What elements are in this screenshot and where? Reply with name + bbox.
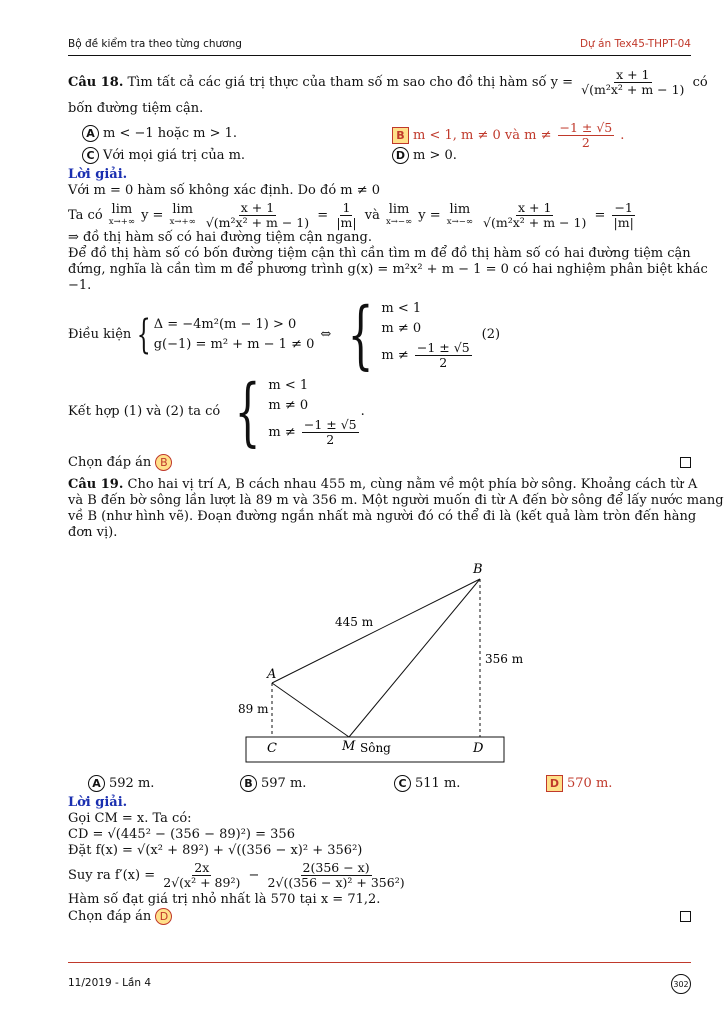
frac-num: x + 1 (240, 200, 275, 215)
sys-1: m < 1 (268, 377, 309, 393)
text: Ta có (68, 208, 103, 223)
q18-fraction (579, 68, 686, 97)
q18-frac-num: x + 1 (616, 67, 650, 82)
option-text: Với mọi giá trị của m. (103, 147, 246, 163)
option-letter-correct: D (546, 775, 563, 792)
label-b: B (473, 562, 483, 577)
river-diagram (68, 541, 691, 771)
header-left: Bộ đề kiểm tra theo từng chương (68, 38, 242, 50)
q19-options (68, 775, 691, 795)
qed-square (680, 911, 691, 922)
text: = (594, 208, 606, 223)
text: và (364, 208, 380, 223)
q18-option-d[interactable] (392, 147, 457, 164)
q19-option-c[interactable] (394, 775, 460, 792)
sys-2: m ≠ 0 (381, 320, 422, 336)
frac-den: 2√(x² + 89²) (163, 875, 241, 890)
q19-sol-1: Gọi CM = x. Ta có: (68, 811, 192, 826)
option-fraction (558, 121, 615, 150)
frac-num: −1 ± √5 (416, 339, 470, 355)
label-ab-length: 445 m (335, 615, 374, 629)
option-text: m < 1, m ≠ 0 và m ≠ (413, 127, 552, 143)
label-d: D (473, 741, 484, 756)
frac-den: 2 (326, 431, 335, 447)
page-header (68, 38, 691, 54)
lim-sub: x→+∞ (108, 216, 135, 227)
label-m: M (342, 739, 356, 754)
fraction (161, 861, 242, 890)
option-letter: D (392, 147, 409, 164)
option-text: m > 0. (413, 147, 457, 163)
q18-label: Câu 18. (68, 75, 124, 90)
limit (108, 201, 135, 228)
option-text: 511 m. (415, 775, 461, 791)
q18-option-b[interactable] (392, 121, 624, 150)
result-system (337, 292, 473, 378)
frac-num: 1 (342, 200, 351, 215)
iff: ⇔ (320, 327, 332, 342)
condition-label: Điều kiện (68, 327, 132, 342)
q18-sol-limits (68, 201, 691, 230)
q18-text-b: có (692, 75, 708, 90)
option-text: m < −1 hoặc m > 1. (103, 125, 238, 141)
q19-sol-4 (68, 861, 691, 890)
dot: . (360, 404, 365, 419)
ref-2: (2) (481, 327, 501, 342)
q18-answer: B (155, 454, 172, 471)
option-letter: B (240, 775, 257, 792)
sys-2: m ≠ 0 (268, 397, 309, 413)
page-body (68, 64, 724, 925)
segment-am (272, 683, 349, 737)
left-brace: { (136, 312, 151, 358)
q18-stem (68, 67, 708, 97)
q18-option-a[interactable] (82, 125, 237, 142)
q18-frac-den: √(m²x² + m − 1) (581, 82, 685, 97)
option-letter-correct: B (392, 127, 409, 144)
frac-den: |m| (613, 215, 634, 230)
option-text: 592 m. (109, 775, 155, 791)
combine-system (224, 369, 360, 455)
fraction (266, 861, 407, 890)
text: = (317, 208, 329, 223)
text: y = (418, 208, 441, 223)
frac-den: 2 (439, 354, 448, 370)
q18-condition (68, 292, 691, 378)
sys-3: m ≠ (381, 347, 409, 363)
cond-1: Δ = −4m²(m − 1) > 0 (153, 317, 297, 332)
label-c: C (267, 741, 277, 756)
label-river: Sông (360, 741, 391, 755)
choose-text: Chọn đáp án (68, 455, 152, 470)
header-rule (68, 55, 691, 56)
q19-option-d[interactable] (546, 775, 612, 792)
cond-2: g(−1) = m² + m − 1 ≠ 0 (153, 337, 315, 352)
q19-sol-3: Đặt f(x) = √(x² + 89²) + √((356 − x)² + 356²) (68, 843, 363, 858)
option-letter: C (394, 775, 411, 792)
lim: lim (111, 201, 133, 217)
choose-text: Chọn đáp án (68, 909, 152, 924)
q18-option-c[interactable] (82, 147, 245, 164)
lim-sub: x→+∞ (169, 216, 196, 227)
segment-ab (272, 579, 480, 683)
limit (169, 201, 196, 228)
q19-sol-2: CD = √(445² − (356 − 89)²) = 356 (68, 827, 295, 842)
limit (446, 201, 473, 228)
limit (386, 201, 413, 228)
q18-sol-line-1: Với m = 0 hàm số không xác định. Do đó m ≠ 0 (68, 183, 381, 198)
header-right: Dự án Tex45-THPT-04 (579, 38, 691, 50)
label-a: A (267, 667, 277, 682)
lim: lim (388, 201, 410, 217)
q19-stem-3: về B (như hình vẽ). Đoạn đường ngắn nhất mà người đó có thể đi là (kết quả làm tròn đến hàng (68, 509, 697, 524)
frac-num: 2(356 − x) (302, 860, 370, 875)
option-tail: . (620, 127, 625, 143)
page-number: 302 (671, 974, 691, 994)
sys-3: m ≠ (268, 424, 296, 440)
frac-num: −1 ± √5 (303, 416, 357, 432)
footer-rule (68, 962, 691, 963)
q18-choose (68, 454, 691, 471)
option-text: 597 m. (261, 775, 307, 791)
q19-figure (68, 541, 691, 771)
q19-stem-4: đơn vị). (68, 525, 118, 540)
text: y = (141, 208, 164, 223)
segment-mb (349, 579, 480, 737)
q19-stem-2: và B đến bờ sông lần lượt là 89 m và 356 m. Một người muốn đi từ A đến bờ sông để lấy nước mang (68, 493, 724, 508)
sys-1: m < 1 (381, 300, 422, 316)
q18-sol-line-3: ⇒ đồ thị hàm số có hai đường tiệm cận ngang. (68, 230, 373, 245)
q18-combine (68, 369, 691, 455)
lim-sub: x→−∞ (386, 216, 413, 227)
q18-sol-line-6: −1. (68, 278, 92, 293)
text: Suy ra f′(x) = (68, 868, 156, 883)
q18-stem-2: bốn đường tiệm cận. (68, 101, 204, 116)
footer-left: 11/2019 - Lần 4 (68, 977, 152, 989)
option-text: 570 m. (567, 775, 613, 791)
lim-sub: x→−∞ (446, 216, 473, 227)
fraction (204, 201, 311, 230)
frac-num: 2x (194, 860, 210, 875)
condition-system (131, 312, 315, 358)
frac-num: −1 ± √5 (559, 120, 613, 135)
fraction (481, 201, 588, 230)
q19-choose (68, 908, 691, 925)
frac-num: x + 1 (517, 200, 552, 215)
q18-solution-label: Lời giải. (68, 167, 128, 182)
label-bd-length: 356 m (485, 652, 524, 666)
q18-sol-line-4: Để đồ thị hàm số có bốn đường tiệm cận thì cần tìm m để đồ thị hàm số có hai đường tiệm cận (68, 246, 691, 261)
frac-num: −1 (614, 200, 633, 215)
q19-label: Câu 19. (68, 477, 124, 492)
frac-den: √(m²x² + m − 1) (483, 215, 587, 230)
option-letter: A (88, 775, 105, 792)
fraction (612, 201, 636, 230)
label-ac-length: 89 m (238, 702, 269, 716)
frac-den: |m| (336, 215, 357, 230)
combine-text: Kết hợp (1) và (2) ta có (68, 404, 221, 419)
q19-answer: D (155, 908, 172, 925)
left-brace: { (234, 369, 261, 455)
q19-stem-1 (68, 477, 698, 493)
q19-text-1: Cho hai vị trí A, B cách nhau 455 m, cùng nằm về một phía bờ sông. Khoảng cách từ A (127, 477, 698, 492)
fraction (415, 341, 472, 370)
frac-den: 2 (581, 135, 590, 150)
frac-den: √(m²x² + m − 1) (205, 215, 310, 230)
qed-square (680, 457, 691, 468)
q18-sol-line-5: đứng, nghĩa là cần tìm m để phương trình g(x) = m²x² + m − 1 = 0 có hai nghiệm phân biệt khác (68, 262, 708, 277)
q19-solution-label: Lời giải. (68, 795, 128, 810)
q18-options-row-2 (68, 147, 691, 167)
minus: − (248, 868, 260, 883)
q18-text-a: Tìm tất cả các giá trị thực của tham số m sao cho đồ thị hàm số y = (127, 75, 573, 90)
q19-option-b[interactable] (240, 775, 306, 792)
q19-option-a[interactable] (88, 775, 154, 792)
option-letter: A (82, 125, 99, 142)
frac-den: 2√((356 − x)² + 356²) (267, 875, 405, 890)
q18-options-row-1 (68, 120, 691, 150)
fraction (334, 201, 358, 230)
left-brace: { (347, 292, 374, 378)
lim: lim (172, 201, 193, 217)
q19-sol-5: Hàm số đạt giá trị nhỏ nhất là 570 tại x = 71,2. (68, 892, 381, 907)
lim: lim (449, 201, 471, 217)
fraction (302, 418, 359, 447)
option-letter: C (82, 147, 99, 164)
